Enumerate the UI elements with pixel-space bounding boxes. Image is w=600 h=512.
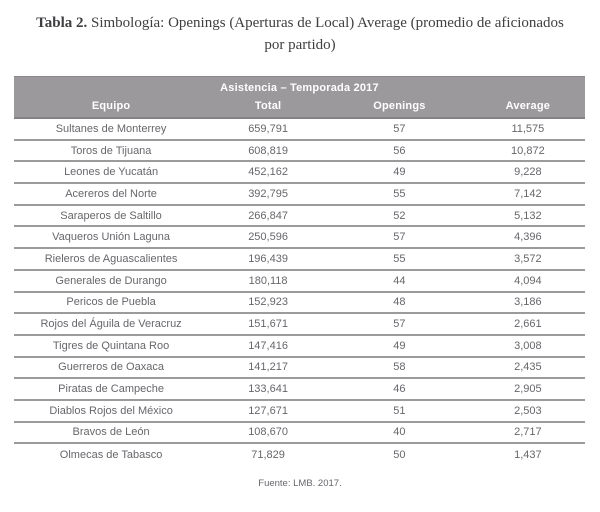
team-cell: Guerreros de Oaxaca	[58, 361, 164, 374]
average-cell: 3,008	[514, 339, 542, 352]
table-row	[14, 423, 585, 445]
openings-cell: 44	[393, 274, 406, 287]
openings-cell: 52	[393, 209, 406, 222]
total-cell: 659,791	[248, 122, 288, 135]
table-row	[14, 141, 585, 163]
total-cell: 147,416	[248, 339, 288, 352]
column-header-total: Total	[254, 100, 282, 112]
table-header-title: Asistencia – Temporada 2017	[220, 82, 379, 94]
team-cell: Diablos Rojos del México	[49, 404, 173, 417]
total-cell: 180,118	[248, 274, 288, 287]
team-cell: Sultanes de Monterrey	[55, 122, 167, 135]
table-row	[14, 444, 585, 466]
team-cell: Piratas de Campeche	[58, 383, 164, 396]
average-cell: 7,142	[514, 187, 542, 200]
team-cell: Generales de Durango	[55, 274, 167, 287]
table-row	[14, 271, 585, 293]
team-cell: Bravos de León	[72, 426, 150, 439]
team-cell: Tigres de Quintana Roo	[52, 339, 170, 352]
openings-cell: 49	[393, 166, 406, 179]
total-cell: 452,162	[248, 166, 288, 179]
average-cell: 3,186	[514, 296, 542, 309]
average-cell: 2,503	[514, 404, 542, 417]
table-caption-label: Tabla 2.	[36, 15, 88, 31]
table-row	[14, 184, 585, 206]
table-row	[14, 336, 585, 358]
total-cell: 141,217	[248, 361, 288, 374]
total-cell: 196,439	[248, 252, 288, 265]
openings-cell: 57	[393, 122, 406, 135]
table-body	[14, 119, 585, 466]
openings-cell: 56	[393, 144, 406, 157]
table-row	[14, 249, 585, 271]
average-cell: 4,094	[514, 274, 542, 287]
table-caption-text: Simbología: Openings (Aperturas de Local) Average (promedio de aficionados por partido)	[87, 15, 564, 53]
table-row	[14, 206, 585, 228]
openings-cell: 48	[393, 296, 406, 309]
average-cell: 9,228	[514, 166, 542, 179]
openings-cell: 58	[393, 361, 406, 374]
average-cell: 2,661	[514, 318, 542, 331]
attendance-table	[14, 76, 585, 466]
total-cell: 152,923	[248, 296, 288, 309]
table-row	[14, 314, 585, 336]
table-caption	[0, 0, 600, 56]
column-header-openings: Openings	[373, 100, 426, 112]
total-cell: 108,670	[248, 426, 288, 439]
openings-cell: 46	[393, 383, 406, 396]
table-row	[14, 162, 585, 184]
openings-cell: 55	[393, 187, 406, 200]
table-header	[14, 76, 585, 119]
column-header-average: Average	[505, 100, 551, 112]
average-cell: 10,872	[511, 144, 545, 157]
total-cell: 127,671	[248, 404, 288, 417]
table-row	[14, 293, 585, 315]
average-cell: 2,905	[514, 383, 542, 396]
team-cell: Rieleros de Aguascalientes	[44, 252, 178, 265]
table-row	[14, 379, 585, 401]
total-cell: 392,795	[248, 187, 288, 200]
table-row	[14, 119, 585, 141]
openings-cell: 57	[393, 318, 406, 331]
team-cell: Olmecas de Tabasco	[59, 449, 163, 462]
table-row	[14, 227, 585, 249]
team-cell: Rojos del Águila de Veracruz	[40, 318, 182, 331]
total-cell: 151,671	[248, 318, 288, 331]
total-cell: 71,829	[251, 449, 285, 462]
team-cell: Acereros del Norte	[65, 187, 157, 200]
column-header-row	[14, 98, 585, 117]
openings-cell: 55	[393, 252, 406, 265]
team-cell: Pericos de Puebla	[66, 296, 156, 309]
average-cell: 11,575	[511, 122, 545, 135]
openings-cell: 57	[393, 231, 406, 244]
team-cell: Toros de Tijuana	[70, 144, 152, 157]
team-cell: Saraperos de Saltillo	[60, 209, 162, 222]
openings-cell: 49	[393, 339, 406, 352]
total-cell: 266,847	[248, 209, 288, 222]
table-row	[14, 358, 585, 380]
average-cell: 2,717	[514, 426, 542, 439]
average-cell: 4,396	[514, 231, 542, 244]
average-cell: 1,437	[514, 449, 542, 462]
average-cell: 5,132	[514, 209, 542, 222]
total-cell: 250,596	[248, 231, 288, 244]
openings-cell: 40	[393, 426, 406, 439]
openings-cell: 50	[393, 449, 406, 462]
team-cell: Vaqueros Unión Laguna	[52, 231, 170, 244]
average-cell: 3,572	[514, 252, 542, 265]
average-cell: 2,435	[514, 361, 542, 374]
total-cell: 133,641	[248, 383, 288, 396]
column-header-equipo: Equipo	[91, 100, 131, 112]
team-cell: Leones de Yucatán	[64, 166, 159, 179]
total-cell: 608,819	[248, 144, 288, 157]
source-note: Fuente: LMB. 2017.	[258, 478, 342, 489]
table-row	[14, 401, 585, 423]
openings-cell: 51	[393, 404, 406, 417]
